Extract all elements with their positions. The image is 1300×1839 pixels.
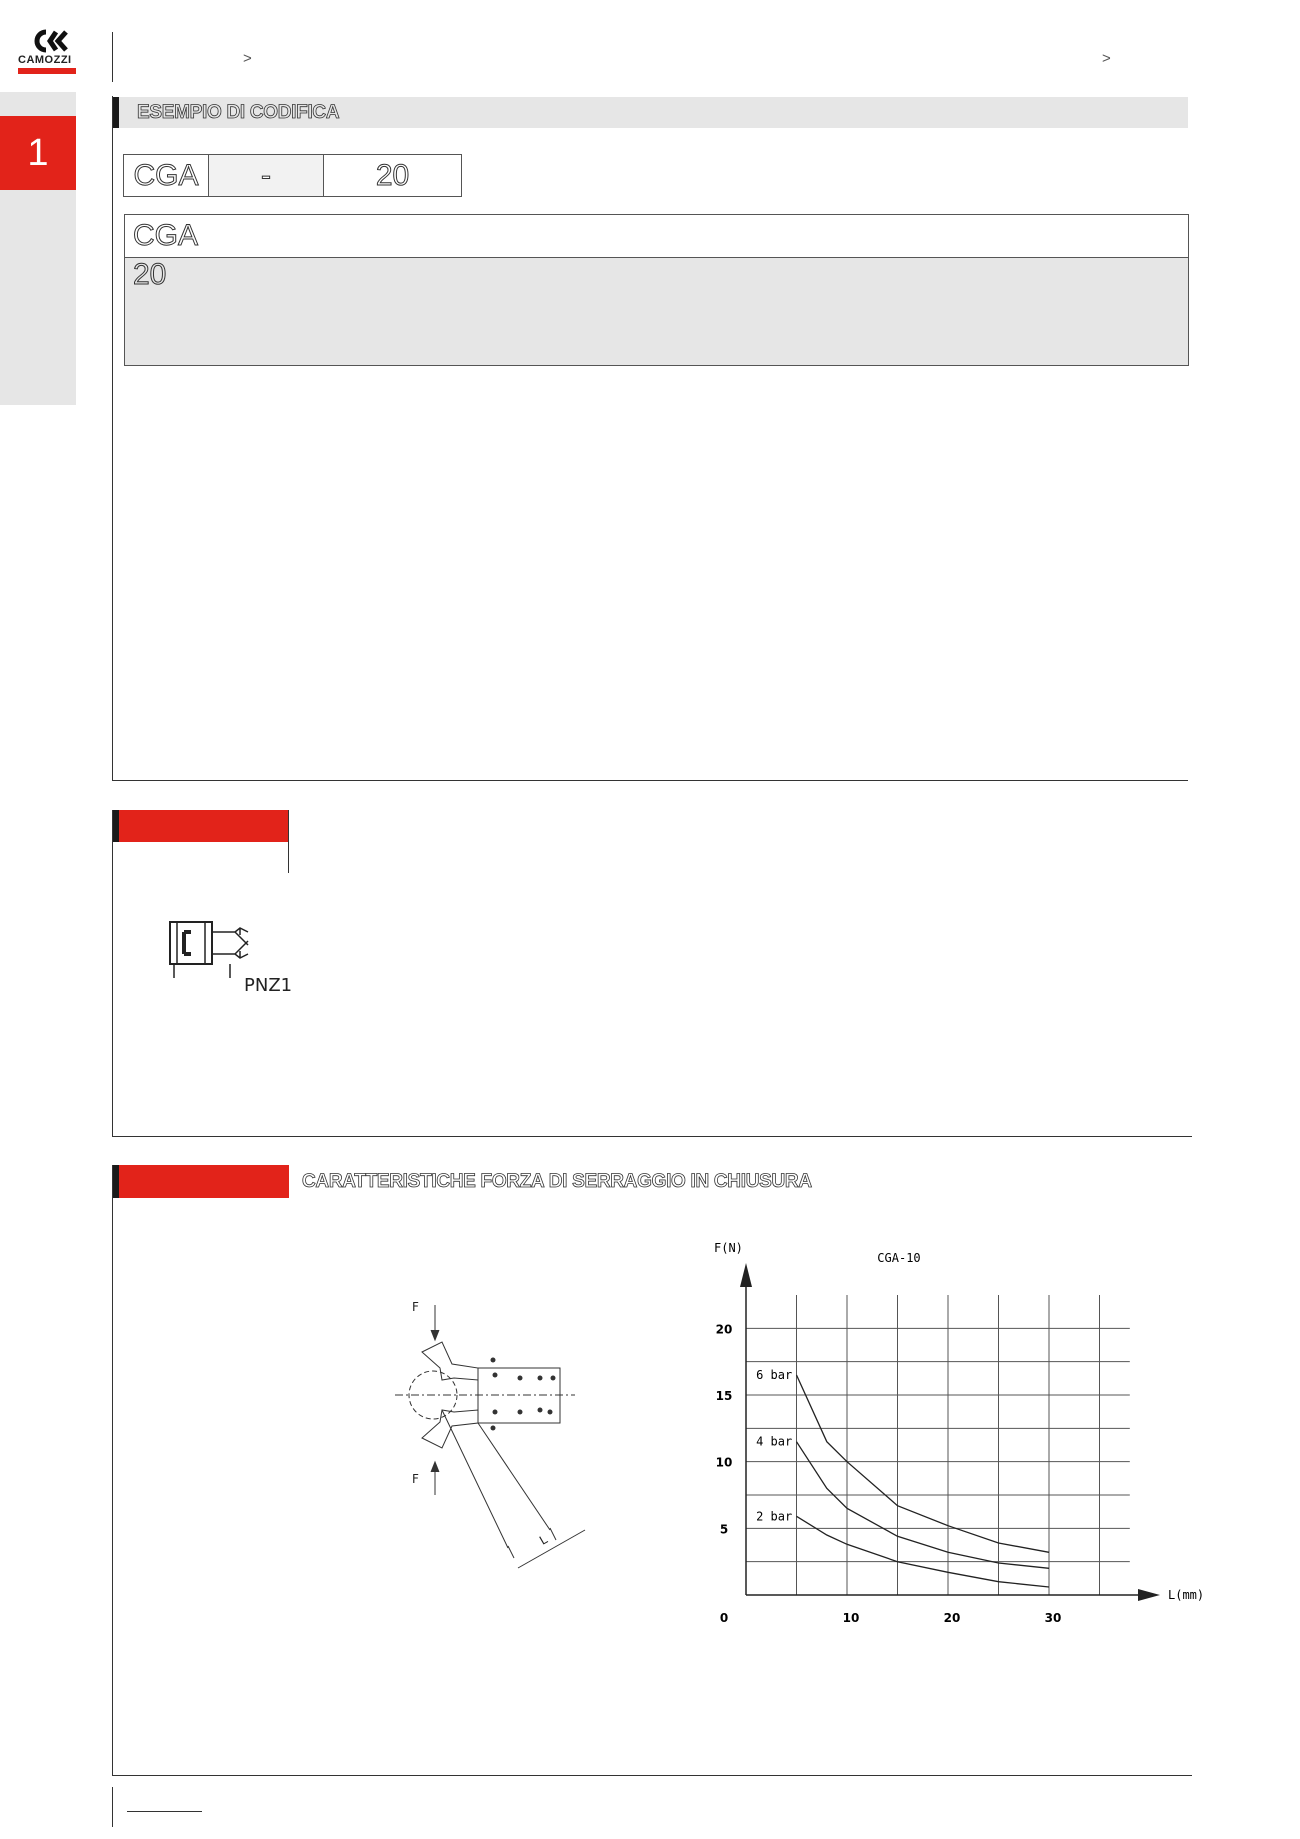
breadcrumb-separator: > (1102, 50, 1111, 67)
series-line (797, 1375, 1050, 1552)
chapter-tab[interactable]: 1 (0, 116, 76, 190)
footer-rule (127, 1811, 202, 1812)
y-axis-label: F(N) (714, 1241, 743, 1255)
section2-marker (113, 810, 119, 842)
y-tick-label: 10 (715, 1455, 733, 1470)
series-line (797, 1442, 1050, 1569)
chart-title: CGA-10 (877, 1251, 921, 1265)
section3-left-border (112, 1165, 113, 1775)
header-divider (112, 32, 113, 82)
series-label: 6 bar (756, 1368, 793, 1382)
section2-header-tab (113, 810, 289, 842)
x-tick-label: 20 (943, 1611, 961, 1625)
brand-name: CAMOZZI (18, 54, 72, 66)
code-cell-size: 20 (324, 155, 461, 196)
x-tick-label: 10 (842, 1611, 860, 1625)
pneumatic-symbol-icon (160, 912, 280, 982)
code-cell-separator: - (209, 155, 324, 196)
series-label: 2 bar (756, 1509, 793, 1524)
footer-divider (112, 1787, 113, 1827)
section2-bottom-border (112, 1136, 1192, 1137)
section1-bottom-border (112, 780, 1188, 781)
camozzi-logo-icon (32, 30, 76, 52)
x-axis-arrow (1138, 1589, 1160, 1601)
section1-marker (113, 97, 119, 128)
section3-title: CARATTERISTICHE FORZA DI SERRAGGIO IN CHIUSURA (302, 1171, 812, 1192)
force-label-bottom: F (412, 1472, 419, 1486)
table-row-series: CGA (125, 215, 1188, 258)
section3-marker (113, 1165, 119, 1198)
y-tick-label: 5 (719, 1522, 729, 1537)
brand-bar (18, 68, 76, 74)
y-tick-label: 15 (715, 1389, 733, 1403)
y-tick-label: 20 (715, 1322, 733, 1337)
gripper-force-diagram (380, 1300, 600, 1590)
x-tick-label: 30 (1044, 1611, 1062, 1625)
y-axis-arrow (740, 1263, 752, 1287)
series-line (797, 1516, 1050, 1587)
x-axis-label: L(mm) (1168, 1588, 1205, 1602)
section3-bottom-border (112, 1775, 1192, 1776)
table-row-size: 20 (125, 258, 1188, 365)
symbol-label: PNZ1 (244, 975, 293, 996)
code-example (123, 154, 462, 197)
length-label: L (536, 1532, 550, 1548)
section2-left-border (112, 810, 113, 1136)
breadcrumb-separator: > (243, 50, 252, 67)
code-cell-series: CGA (124, 155, 209, 196)
series-label: 4 bar (756, 1434, 793, 1449)
clamping-force-chart (700, 1215, 1205, 1635)
section2-tab-divider (288, 810, 289, 873)
section3-header-tab (113, 1165, 289, 1198)
x-tick-label: 0 (719, 1611, 729, 1625)
force-label-top: F (412, 1300, 419, 1314)
section1-left-border (112, 96, 113, 780)
code-description-table (124, 214, 1189, 366)
section1-title: ESEMPIO DI CODIFICA (137, 102, 340, 123)
